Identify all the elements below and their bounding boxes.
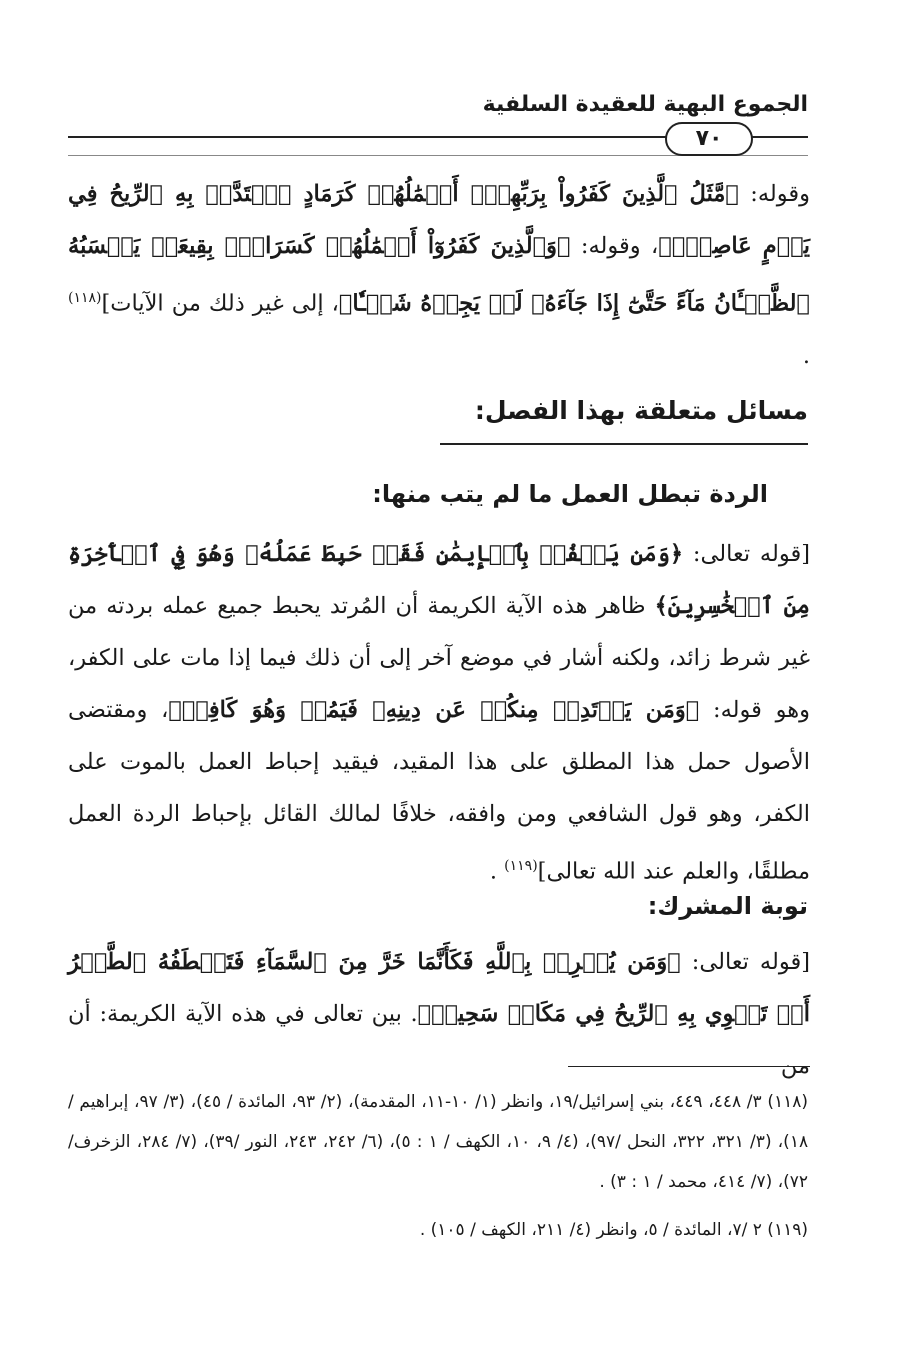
footnote-119: (١١٩) ٢ /٧، المائدة / ٥، وانظر (٤/ ٢١١، الكهف / ١٠٥) . — [419, 1220, 808, 1240]
text: ، وقوله: — [570, 233, 659, 259]
subheading: توبة المشرك: — [647, 892, 808, 920]
paragraph-2 — [68, 528, 810, 898]
quran-verse: ﴿وَٱلَّذِينَ كَفَرُوٓاْ أَعۡمَٰلُهُمۡ كَسَرَابِۭ بِقِيعَةٖ يَحۡسَبُهُ ٱلظَّمۡـَٔانُ مَآءً حَتَّىٰٓ إِذَا جَآءَهُۥ لَمۡ يَجِدۡهُ شَيۡـٔٗا﴾ — [68, 233, 810, 317]
section-title: مسائل متعلقة بهذا الفصل: — [474, 396, 808, 425]
text: . — [489, 858, 505, 885]
quran-verse: ﴿وَمَن يُشۡرِكۡ بِٱللَّهِ فَكَأَنَّمَا خَرَّ مِنَ ٱلسَّمَآءِ فَتَخۡطَفُهُ ٱلطَّيۡرُ أَوۡ تَهۡوِي بِهِ ٱلرِّيحُ فِي مَكَانٖ سَحِيقٖ﴾ — [68, 949, 810, 1027]
text: ، إلى غير ذلك من الآيات] — [101, 290, 339, 317]
quran-verse: ﴿مَّثَلُ ٱلَّذِينَ كَفَرُواْ بِرَبِّهِمْۖ أَعۡمَٰلُهُمۡ كَرَمَادٍ ٱشۡتَدَّتۡ بِهِ ٱلرِّيحُ فِي يَوۡمٍ عَاصِفٍۖ﴾ — [68, 181, 810, 259]
footnote-separator — [568, 1066, 810, 1067]
text: ، ومقتضى الأصول حمل هذا المطلق على هذا المقيد، فيقيد إحباط العمل بالموت على الكفر، وهو قول الشافعي ومن وافقه، خلافًا لمالك القائل بإحباط الردة العمل مطلقًا، والعلم عند الله تعالى] — [68, 697, 810, 885]
footnote-ref[interactable]: (١١٨) — [68, 290, 102, 306]
running-title: الجموع البهية للعقيدة السلفية — [482, 92, 808, 117]
footnotes — [68, 1082, 808, 1250]
paragraph-1 — [68, 168, 810, 382]
page-number: ٧٠ — [665, 122, 753, 156]
quran-verse: ﴿وَمَن يَرۡتَدِدۡ مِنكُمۡ عَن دِينِهِۦ فَيَمُتۡ وَهُوَ كَافِرٞ﴾ — [168, 697, 700, 723]
text: . بين تعالى في هذه الآية الكريمة: أن من — [68, 1001, 810, 1079]
quran-verse: ﴿وَمَن يَكۡفُرۡ بِٱلۡإِيمَٰنِ فَقَدۡ حَبِطَ عَمَلُهُۥ وَهُوَ فِي ٱلۡأٓخِرَةِ مِنَ ٱلۡخَٰسِرِينَ﴾ — [68, 541, 810, 619]
text: وقوله: — [738, 181, 810, 207]
footnote-118: (١١٨) ٣/ ٤٤٨، ٤٤٩، بني إسرائيل/١٩، وانظر (١/ ١٠-١١، المقدمة)، (٢/ ٩٣، المائدة / ٤٥)، (٣/ ٩٧، إبراهيم /١٨)، (٣/ ٣٢١، ٣٢٢، النحل /٩٧)، (٤/ ٩، ١٠، الكهف / ١ : ٥)، (٦/ ٢٤٢، ٢٤٣، النور /٣٩)، (٧/ ٢٨٤، الزخرف/ ٧٢)، (٧/ ٤١٤، محمد / ١ : ٣) . — [68, 1092, 809, 1192]
text: ظاهر هذه الآية الكريمة أن المُرتد يحبط جميع عمله بردته من غير شرط زائد، ولكنه أشار في موضع آخر إلى أن ذلك فيما إذا مات على الكفر، وهو قوله: — [68, 593, 810, 723]
subheading: الردة تبطل العمل ما لم يتب منها: — [372, 480, 768, 508]
text: [قوله تعالى: — [683, 541, 811, 567]
paragraph-3 — [68, 936, 810, 1092]
text: [قوله تعالى: — [680, 949, 810, 975]
text: . — [802, 342, 810, 369]
footnote-ref[interactable]: (١١٩) — [504, 858, 538, 874]
section-title-underline — [440, 443, 808, 445]
